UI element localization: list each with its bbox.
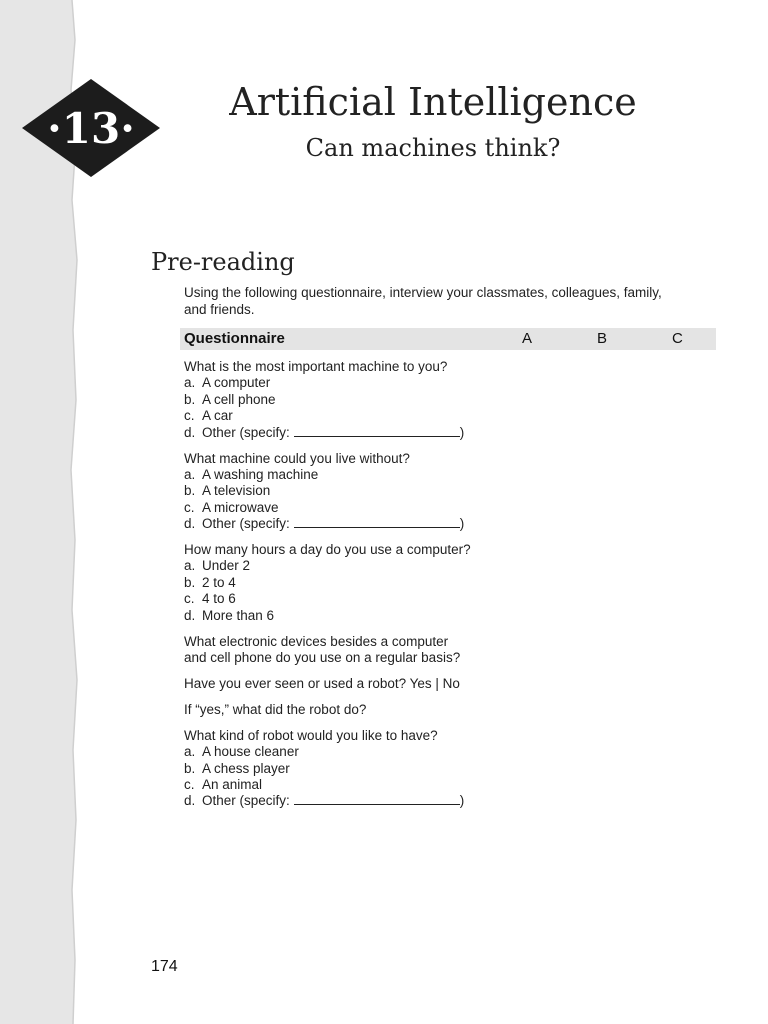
option-letter: a. bbox=[184, 466, 196, 482]
option-text: A cell phone bbox=[202, 391, 276, 407]
option-letter: a. bbox=[184, 558, 196, 574]
answer-option bbox=[184, 575, 704, 591]
column-c-header: C bbox=[672, 330, 683, 347]
chapter-title: Artificial Intelligence bbox=[229, 80, 637, 124]
answer-option bbox=[184, 744, 704, 760]
questionnaire-header bbox=[180, 328, 716, 350]
option-letter: c. bbox=[184, 499, 195, 515]
answer-option bbox=[184, 467, 704, 483]
question-text: and cell phone do you use on a regular basis? bbox=[184, 650, 461, 665]
question-item bbox=[184, 728, 704, 810]
option-close: ) bbox=[459, 424, 465, 440]
question-text: If “yes,” what did the robot do? bbox=[184, 701, 367, 717]
answer-option bbox=[184, 591, 704, 607]
fill-in-blank[interactable] bbox=[294, 794, 460, 805]
option-text: An animal bbox=[202, 776, 263, 792]
question-item bbox=[184, 634, 704, 667]
question-text: How many hours a day do you use a computer? bbox=[184, 542, 471, 558]
option-text: A microwave bbox=[202, 499, 279, 515]
option-letter: d. bbox=[184, 424, 196, 440]
answer-option bbox=[184, 793, 704, 809]
option-letter: b. bbox=[184, 483, 196, 499]
question-text: What electronic devices besides a computer bbox=[184, 633, 449, 649]
option-letter: d. bbox=[184, 793, 196, 809]
option-text: 4 to 6 bbox=[202, 591, 236, 607]
section-heading: Pre-reading bbox=[151, 248, 295, 276]
answer-option bbox=[184, 777, 704, 793]
option-text: Other (specify: bbox=[202, 424, 290, 440]
chapter-subtitle: Can machines think? bbox=[305, 134, 561, 162]
answer-option bbox=[184, 558, 704, 574]
page-number: 174 bbox=[151, 958, 178, 975]
intro-line: Using the following questionnaire, interview your classmates, colleagues, family, bbox=[184, 285, 662, 300]
option-letter: a. bbox=[184, 744, 196, 760]
question-item bbox=[184, 702, 704, 718]
answer-option bbox=[184, 425, 704, 441]
question-text: Have you ever seen or used a robot? Yes | No bbox=[184, 675, 460, 691]
fill-in-blank[interactable] bbox=[294, 426, 460, 437]
question-text: What machine could you live without? bbox=[184, 450, 410, 466]
question-text: What is the most important machine to you? bbox=[184, 359, 448, 374]
option-text: Other (specify: bbox=[202, 516, 290, 532]
option-close: ) bbox=[459, 516, 465, 532]
option-text: A chess player bbox=[202, 760, 290, 776]
option-text: Other (specify: bbox=[202, 793, 290, 809]
option-letter: c. bbox=[184, 776, 195, 792]
option-letter: c. bbox=[184, 591, 195, 607]
answer-option bbox=[184, 761, 704, 777]
answer-option bbox=[184, 516, 704, 532]
option-text: A house cleaner bbox=[202, 744, 299, 760]
question-item bbox=[184, 359, 704, 441]
option-text: Under 2 bbox=[202, 558, 251, 574]
option-letter: d. bbox=[184, 516, 196, 532]
answer-option bbox=[184, 483, 704, 499]
intro-line: and friends. bbox=[184, 302, 255, 317]
option-text: A washing machine bbox=[202, 466, 319, 482]
answer-option bbox=[184, 392, 704, 408]
option-letter: b. bbox=[184, 391, 196, 407]
column-a-header: A bbox=[522, 330, 533, 347]
question-item bbox=[184, 451, 704, 533]
answer-option bbox=[184, 375, 704, 391]
option-letter: c. bbox=[184, 408, 195, 424]
option-letter: d. bbox=[184, 607, 196, 623]
question-item bbox=[184, 542, 704, 624]
option-letter: b. bbox=[184, 760, 196, 776]
column-b-header: B bbox=[597, 330, 608, 347]
fill-in-blank[interactable] bbox=[294, 517, 460, 528]
option-text: A car bbox=[202, 408, 233, 424]
option-text: A computer bbox=[202, 375, 271, 391]
answer-option bbox=[184, 408, 704, 424]
answer-option bbox=[184, 500, 704, 516]
option-letter: b. bbox=[184, 574, 196, 590]
option-text: A television bbox=[202, 483, 271, 499]
option-close: ) bbox=[459, 793, 465, 809]
option-text: More than 6 bbox=[202, 607, 275, 623]
intro-text bbox=[184, 284, 704, 318]
questionnaire-list bbox=[184, 359, 704, 819]
questionnaire-header-label: Questionnaire bbox=[184, 330, 285, 347]
chapter-number: ·13· bbox=[47, 103, 135, 153]
question-text: What kind of robot would you like to have? bbox=[184, 727, 438, 743]
option-text: 2 to 4 bbox=[202, 574, 236, 590]
answer-option bbox=[184, 608, 704, 624]
option-letter: a. bbox=[184, 375, 196, 391]
question-item bbox=[184, 676, 704, 692]
